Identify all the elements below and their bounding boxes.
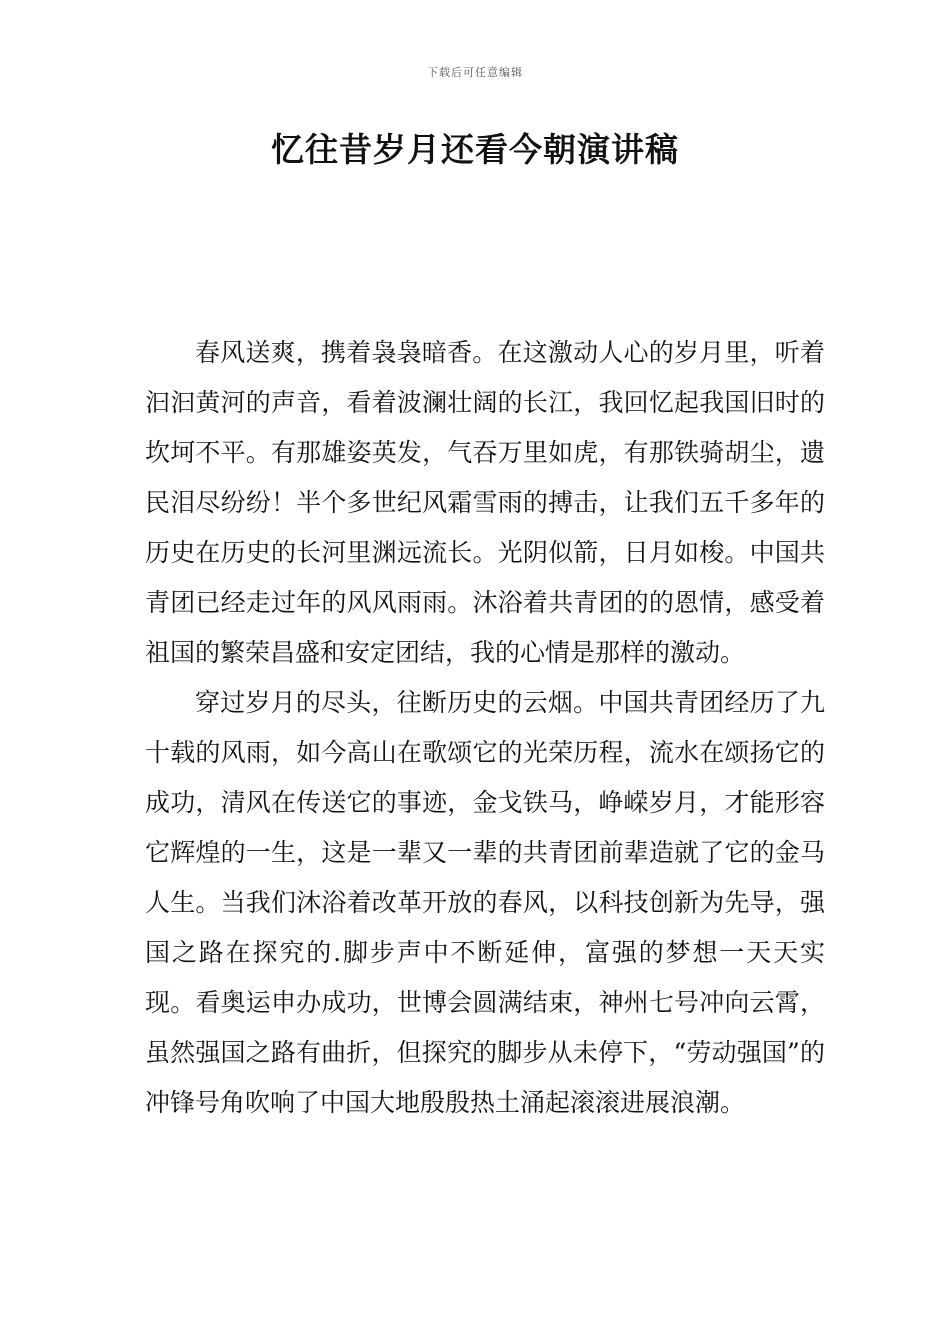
- paragraph-1: 春风送爽，携着袅袅暗香。在这激动人心的岁月里，听着汩汩黄河的声音，看着波澜壮阔的长江，我回忆起我国旧时的坎坷不平。有那雄姿英发，气吞万里如虎，有那铁骑胡尘，遗民泪尽纷纷！半个多世纪风霜雪雨的搏击，让我们五千多年的历史在历史的长河里渊远流长。光阴似箭，日月如梭。中国共青团已经走过年的风风雨雨。沐浴着共青团的的恩情，感受着祖国的繁荣昌盛和安定团结，我的心情是那样的激动。: [145, 338, 825, 667]
- paragraph-2: 穿过岁月的尽头，往断历史的云烟。中国共青团经历了九十载的风雨，如今高山在歌颂它的光荣历程，流水在颂扬它的成功，清风在传送它的事迹，金戈铁马，峥嵘岁月，才能形容它辉煌的一生，这是一辈又一辈的共青团前辈造就了它的金马人生。当我们沐浴着改革开放的春风，以科技创新为先导，强国之路在探究的.脚步声中不断延伸，富强的梦想一天天实现。看奥运申办成功，世博会圆满结束，神州七号冲向云霄，虽然强国之路有曲折，但探究的脚步从未停下，“劳动强国”的冲锋号角吹响了中国大地殷殷热土涌起滚滚进展浪潮。: [145, 688, 825, 1117]
- page-title: 忆往昔岁月还看今朝演讲稿: [271, 130, 679, 169]
- header-note: 下载后可任意编辑: [427, 66, 523, 79]
- document-body: [145, 328, 825, 1128]
